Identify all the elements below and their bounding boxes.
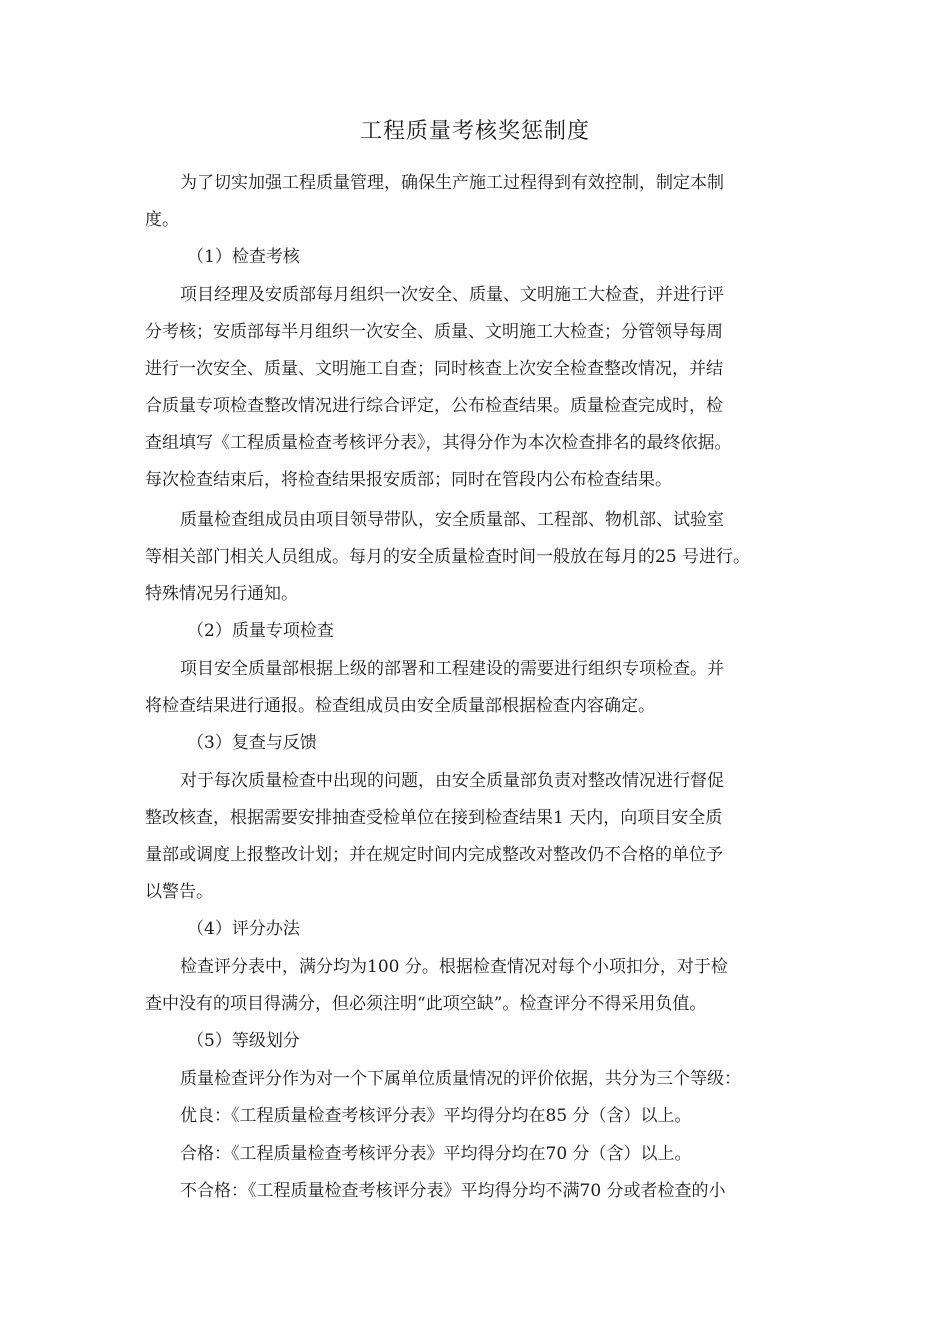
section-heading-scoring-method: （4）评分办法 <box>187 919 300 939</box>
section-heading-grading: （5）等级划分 <box>187 1031 300 1051</box>
paragraph-line: 项目经理及安质部每月组织一次安全、质量、文明施工大检查，并进行评 <box>180 285 724 305</box>
paragraph-line: 分考核；安质部每半月组织一次安全、质量、文明施工大检查；分管领导每周 <box>145 322 723 342</box>
paragraph-line: 将检查结果进行通报。检查组成员由安全质量部根据检查内容确定。 <box>145 696 655 716</box>
paragraph-line: 查组填写《工程质量检查考核评分表》，其得分作为本次检查排名的最终依据。 <box>145 433 732 453</box>
paragraph-line: 项目安全质量部根据上级的部署和工程建设的需要进行组织专项检查。并 <box>180 659 724 679</box>
paragraph-line: 优良：《工程质量检查考核评分表》平均得分均在85 分（含）以上。 <box>180 1106 692 1126</box>
section-heading-inspection: （1）检查考核 <box>187 247 300 267</box>
paragraph-line: 量部或调度上报整改计划；并在规定时间内完成整改对整改仍不合格的单位予 <box>145 845 723 865</box>
paragraph-line: 质量检查组成员由项目领导带队，安全质量部、工程部、物机部、试验室 <box>180 510 724 530</box>
paragraph-line: 质量检查评分作为对一个下属单位质量情况的评价依据，共分为三个等级： <box>180 1069 741 1089</box>
paragraph-line: 每次检查结束后，将检查结果报安质部；同时在管段内公布检查结果。 <box>145 470 672 490</box>
document-title: 工程质量考核奖惩制度 <box>359 119 590 144</box>
paragraph-line: 检查评分表中，满分均为100 分。根据检查情况对每个小项扣分，对于检 <box>180 957 728 977</box>
paragraph-line: 整改核查，根据需要安排抽查受检单位在接到检查结果1 天内，向项目安全质 <box>145 808 723 828</box>
paragraph-line: 合格：《工程质量检查考核评分表》平均得分均在70 分（含）以上。 <box>180 1144 692 1164</box>
section-heading-review-feedback: （3）复查与反馈 <box>187 733 317 753</box>
paragraph-line: 为了切实加强工程质量管理，确保生产施工过程得到有效控制，制定本制 <box>180 173 724 193</box>
paragraph-line: 进行一次安全、质量、文明施工自查；同时核查上次安全检查整改情况，并结 <box>145 359 723 379</box>
section-heading-special-inspection: （2）质量专项检查 <box>187 621 334 641</box>
paragraph-line: 查中没有的项目得满分，但必须注明“此项空缺”。检查评分不得采用负值。 <box>145 994 707 1014</box>
paragraph-line: 特殊情况另行通知。 <box>145 584 298 604</box>
paragraph-line: 度。 <box>145 210 179 230</box>
paragraph-line: 不合格：《工程质量检查考核评分表》平均得分均不满70 分或者检查的小 <box>180 1181 726 1201</box>
paragraph-line: 等相关部门相关人员组成。每月的安全质量检查时间一般放在每月的25 号进行。 <box>145 547 751 567</box>
paragraph-line: 合质量专项检查整改情况进行综合评定，公布检查结果。质量检查完成时，检 <box>145 396 723 416</box>
paragraph-line: 对于每次质量检查中出现的问题，由安全质量部负责对整改情况进行督促 <box>180 771 724 791</box>
paragraph-line: 以警告。 <box>145 882 213 902</box>
